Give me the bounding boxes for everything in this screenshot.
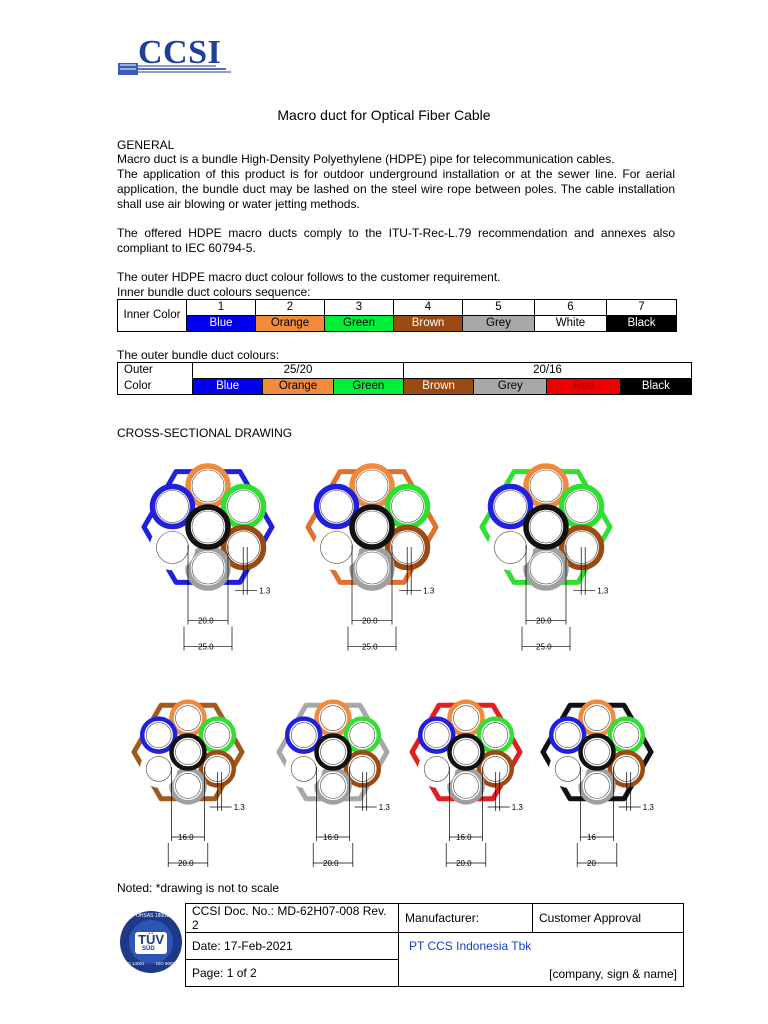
general-paragraph-5: Inner bundle duct colours sequence:	[117, 285, 311, 299]
cert-top-text: OHSAS 18001	[136, 913, 169, 919]
manufacturer-approval-box	[399, 933, 684, 987]
outer-color-cell: Red	[547, 379, 620, 395]
inner-diameter-label: 20.0	[198, 616, 214, 626]
inner-number: 5	[463, 300, 535, 316]
general-paragraph-2: The application of this product is for outdoor underground installation or at the sewer line. For aerial application, the bundle duct may be lashed on the steel wire rope between poles. The cable installation shall use air blowing or water jetting methods.	[117, 167, 675, 211]
document-date: Date: 17-Feb-2021	[186, 933, 399, 960]
general-paragraph-4: The outer HDPE macro duct colour follows to the customer requirement.	[117, 270, 501, 284]
tuv-text: TÜV	[138, 932, 164, 947]
outer-color-label-1: Outer	[118, 363, 193, 379]
inner-number: 4	[394, 300, 463, 316]
outer-diameter-label: 25.0	[536, 642, 552, 652]
sign-placeholder: [company, sign & name]	[549, 967, 677, 981]
inner-diameter-label: 20.0	[536, 616, 552, 626]
cross-section-heading: CROSS-SECTIONAL DRAWING	[117, 426, 293, 440]
drawing-note: Noted: *drawing is not to scale	[117, 881, 280, 895]
wall-thickness-label: 1.3	[423, 586, 435, 596]
outer-color-cell: Black	[620, 379, 691, 395]
outer-color-cell: Green	[333, 379, 403, 395]
wall-thickness-label: 1.3	[642, 802, 654, 812]
inner-duct	[450, 736, 483, 769]
outer-color-cell: Grey	[474, 379, 547, 395]
customer-approval-label: Customer Approval	[533, 904, 684, 933]
outer-diameter-label: 20.0	[456, 858, 472, 868]
inner-color-cell: Grey	[463, 316, 535, 332]
inner-color-cell: Brown	[394, 316, 463, 332]
inner-color-cell: Blue	[187, 316, 256, 332]
inner-duct	[526, 507, 566, 547]
outer-diameter-label: 20.0	[178, 858, 194, 868]
inner-color-cell: White	[535, 316, 607, 332]
inner-color-label: Inner Color	[118, 300, 187, 332]
cert-left-text: ISO 14001	[123, 961, 145, 966]
wall-thickness-label: 1.3	[378, 802, 390, 812]
outer-size-20-16: 20/16	[404, 363, 692, 379]
manufacturer-name: PT CCS Indonesia Tbk	[409, 939, 532, 953]
manufacturer-label: Manufacturer:	[399, 904, 533, 933]
inner-number: 6	[535, 300, 607, 316]
general-paragraph-1: Macro duct is a bundle High-Density Polyethylene (HDPE) pipe for telecommunication cables.	[117, 152, 615, 166]
inner-number: 3	[325, 300, 394, 316]
tuv-certification-badge	[118, 907, 184, 977]
inner-number: 7	[607, 300, 677, 316]
outer-color-cell: Orange	[263, 379, 333, 395]
inner-duct	[188, 507, 228, 547]
outer-size-25-20: 25/20	[193, 363, 404, 379]
page-number: Page: 1 of 2	[186, 960, 399, 987]
inner-diameter-label: 16.0	[323, 832, 339, 842]
inner-color-cell: Black	[607, 316, 677, 332]
inner-duct	[317, 736, 350, 769]
doc-number: CCSI Doc. No.: MD-62H07-008 Rev. 2	[186, 904, 399, 933]
inner-duct	[581, 736, 614, 769]
inner-diameter-label: 16.0	[178, 832, 194, 842]
outer-diameter-label: 25.0	[198, 642, 214, 652]
wall-thickness-label: 1.3	[597, 586, 609, 596]
wall-thickness-label: 1.3	[511, 802, 523, 812]
inner-number: 2	[256, 300, 325, 316]
inner-diameter-label: 20.0	[362, 616, 378, 626]
wall-thickness-label: 1.3	[259, 586, 271, 596]
general-paragraph-3: The offered HDPE macro ducts comply to the ITU-T-Rec-L.79 recommendation and annexes also compliant to IEC 60794-5.	[117, 226, 675, 255]
logo-text: CCSI	[138, 34, 222, 71]
outer-diameter-label: 20.0	[323, 858, 339, 868]
inner-color-cell: Green	[325, 316, 394, 332]
document-title: Macro duct for Optical Fiber Cable	[277, 107, 491, 123]
inner-diameter-label: 16	[587, 832, 596, 842]
outer-color-cell: Blue	[193, 379, 263, 395]
outer-color-label-2: Color	[118, 379, 193, 395]
footer-table	[185, 903, 684, 987]
inner-duct	[352, 507, 392, 547]
inner-color-cell: Orange	[256, 316, 325, 332]
inner-diameter-label: 16.0	[456, 832, 472, 842]
wall-thickness-label: 1.3	[233, 802, 245, 812]
outer-diameter-label: 20	[587, 858, 596, 868]
outer-diameter-label: 25.0	[362, 642, 378, 652]
cert-right-text: ISO 9001	[156, 961, 176, 966]
sud-text: SÜD	[142, 946, 155, 952]
outer-colors-intro: The outer bundle duct colours:	[117, 348, 280, 362]
inner-duct	[172, 736, 205, 769]
inner-number: 1	[187, 300, 256, 316]
general-heading: GENERAL	[117, 138, 175, 152]
outer-color-cell: Brown	[404, 379, 474, 395]
